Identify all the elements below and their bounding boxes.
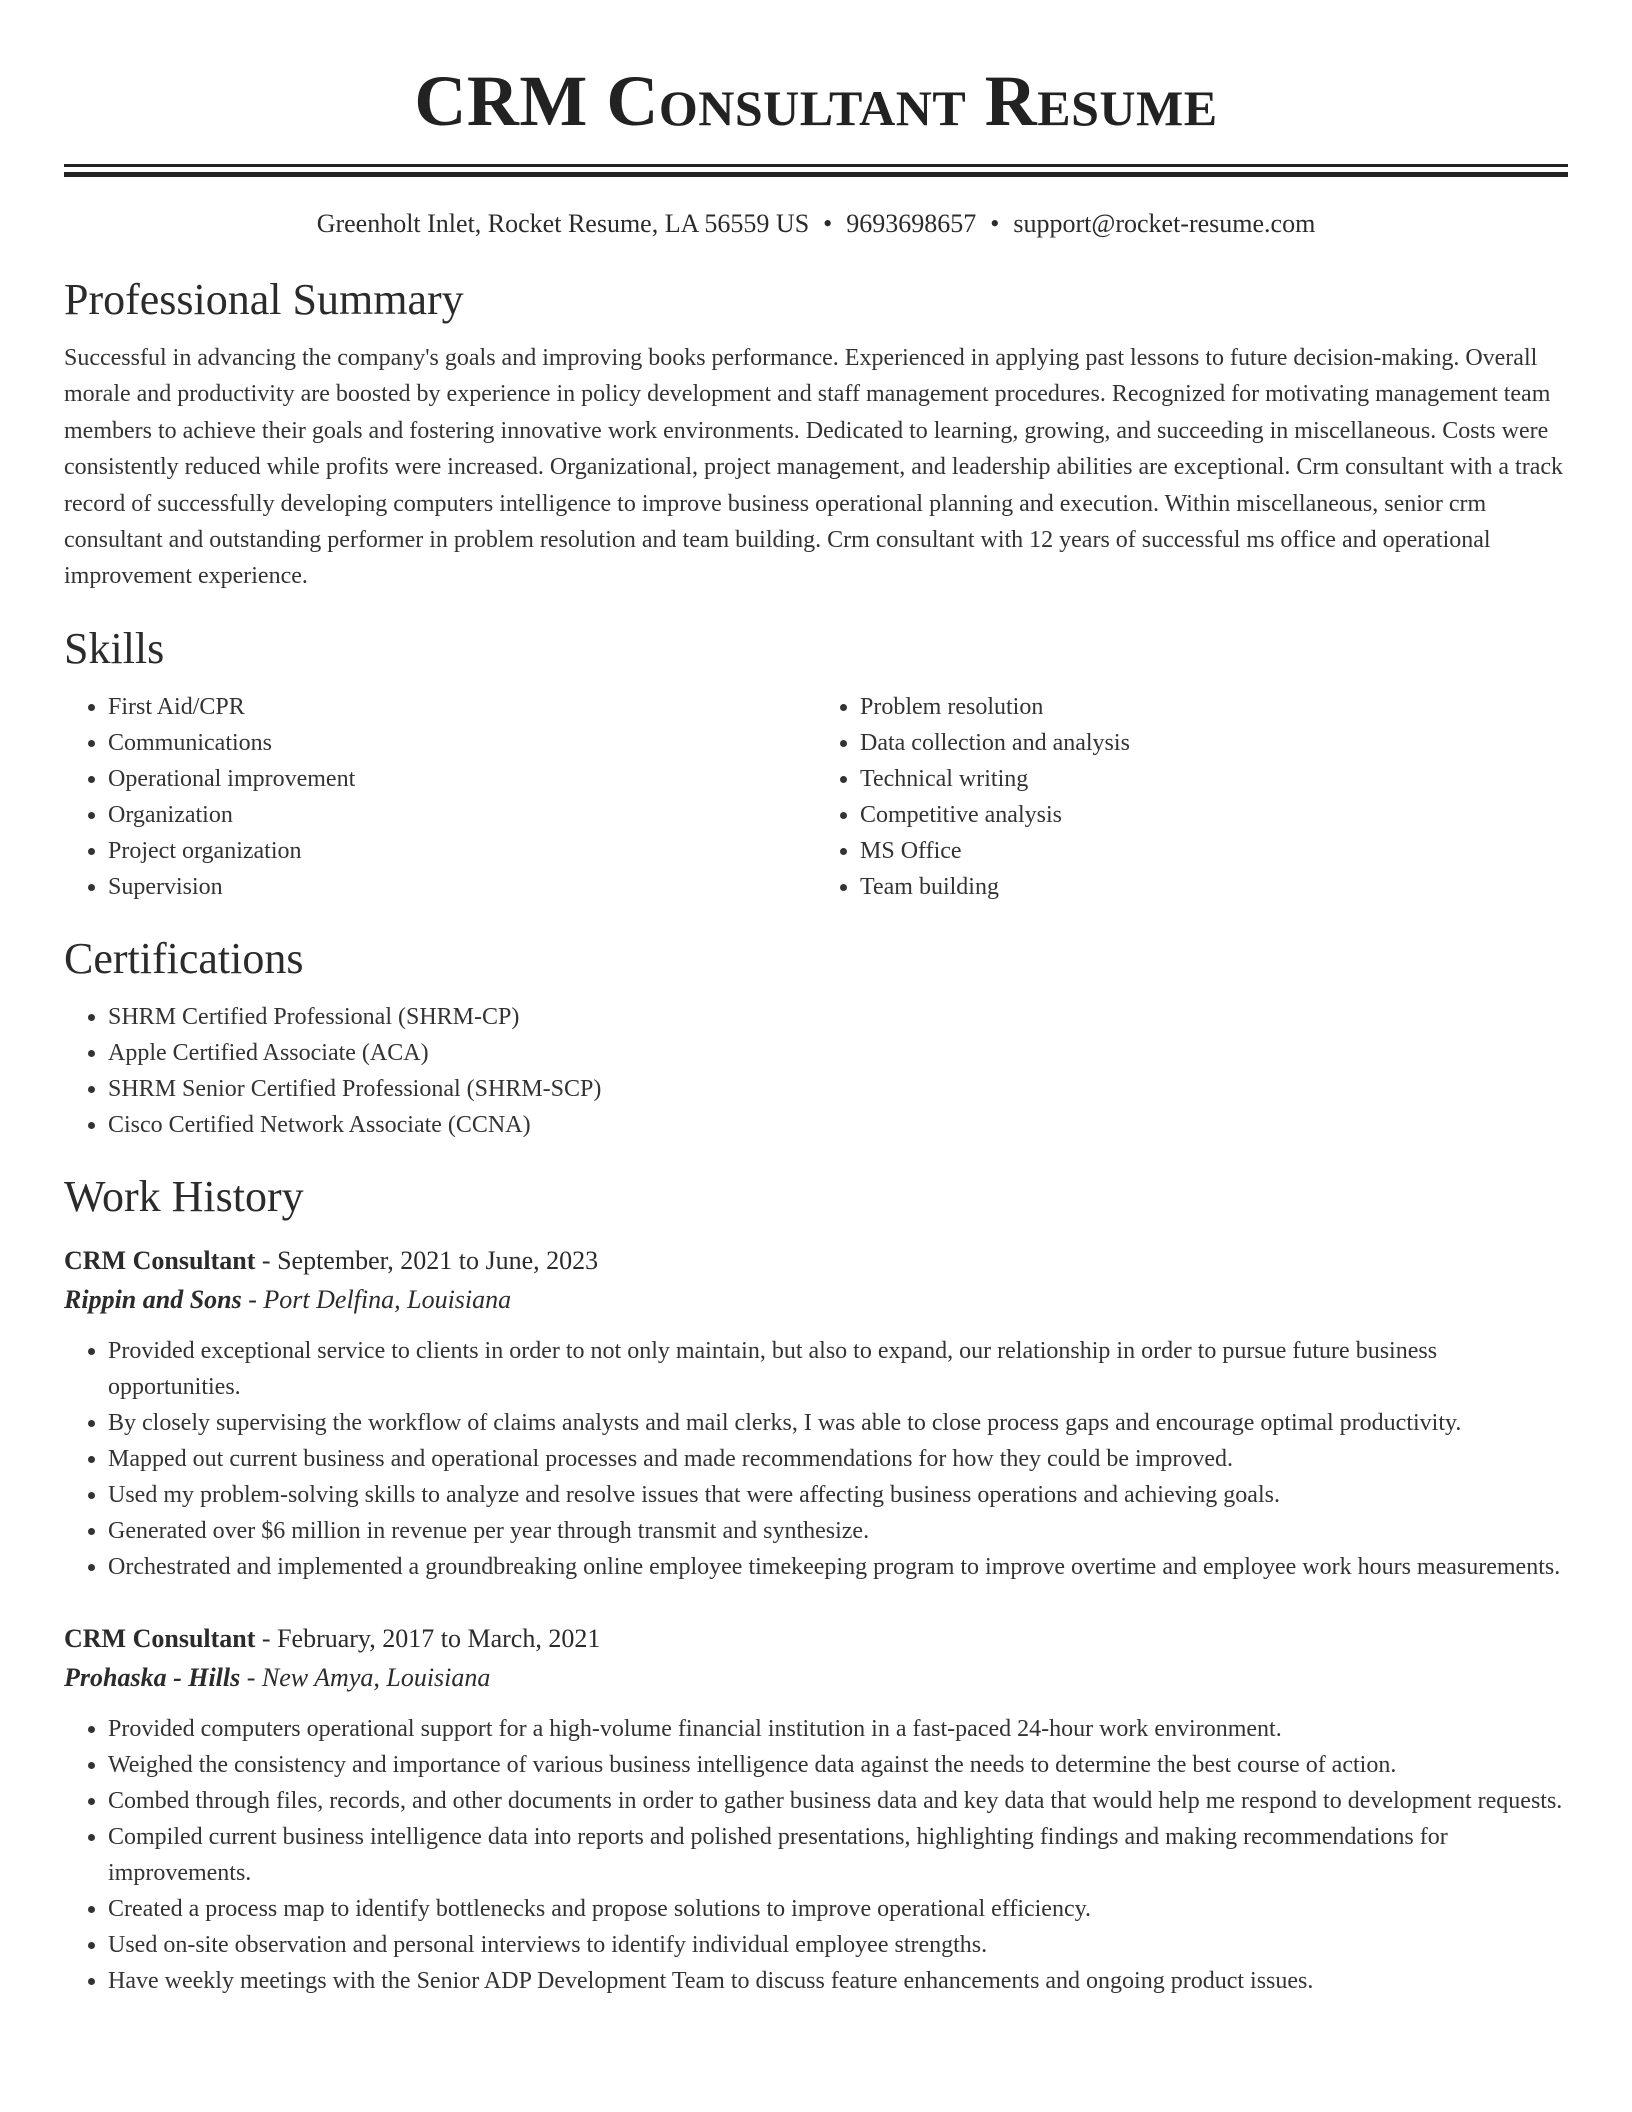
certifications-list	[64, 999, 1568, 1143]
contact-line	[64, 208, 1568, 240]
contact-email: support@rocket-resume.com	[1013, 209, 1316, 238]
duty-item: • Used my problem-solving skills to analyze and resolve issues that were affecting business operations and achieving goals.	[108, 1477, 1568, 1513]
job-entry	[64, 1619, 1568, 1999]
duty-item: • Mapped out current business and operational processes and made recommendations for how they could be improved.	[108, 1441, 1568, 1477]
skill-item: • Organization	[108, 797, 816, 833]
contact-separator: •	[823, 209, 833, 238]
certifications-heading: Certifications	[64, 933, 304, 983]
summary-text: Successful in advancing the company's goals and improving books performance. Experienced in applying past lessons to future decision-making. Overall morale and productivity are boosted by experience in policy development and staff management procedures. Recognized for motivating management team members to achieve their goals and fostering innovative work environments. Dedicated to learning, growing, and succeeding in miscellaneous. Costs were consistently reduced while profits were increased. Organizational, project management, and leadership abilities are exceptional. Crm consultant with a track record of successfully developing computers intelligence to improve business operational planning and execution. Within miscellaneous, senior crm consultant and outstanding performer in problem resolution and team building. Crm consultant with 12 years of successful ms office and operational improvement experience.	[64, 345, 1564, 590]
certifications-section	[64, 933, 1568, 1143]
work-history-heading: Work History	[64, 1171, 304, 1221]
duty-item: • Combed through files, records, and other documents in order to gather business data and key data that would help me respond to development requests.	[108, 1783, 1568, 1819]
job-dates: - September, 2021 to June, 2023	[255, 1245, 599, 1275]
job-title: CRM Consultant	[64, 1245, 256, 1275]
duty-item: • Provided computers operational support for a high-volume financial institution in a fast-paced 24-hour work environment.	[108, 1711, 1568, 1747]
contact-address: Greenholt Inlet, Rocket Resume, LA 56559 US	[316, 209, 810, 238]
company-location: - Port Delfina, Louisiana	[241, 1284, 512, 1314]
resume-page	[64, 0, 1568, 1999]
job-duties-list	[64, 1711, 1568, 1999]
duty-item: • Weighed the consistency and importance of various business intelligence data against the needs to determine the best course of action.	[108, 1747, 1568, 1783]
duty-item: • By closely supervising the workflow of claims analysts and mail clerks, I was able to close process gaps and encourage optimal productivity.	[108, 1405, 1568, 1441]
skill-item: • Communications	[108, 725, 816, 761]
contact-separator: •	[990, 209, 1000, 238]
job-duties-list	[64, 1333, 1568, 1585]
job-title: CRM Consultant	[64, 1623, 256, 1653]
company-line	[64, 1280, 1568, 1319]
skill-item: • Technical writing	[860, 761, 1568, 797]
skill-item: • Problem resolution	[860, 689, 1568, 725]
skill-item: • Operational improvement	[108, 761, 816, 797]
certification-item: • SHRM Certified Professional (SHRM-CP)	[108, 999, 1568, 1035]
certification-item: • SHRM Senior Certified Professional (SHRM-SCP)	[108, 1071, 1568, 1107]
skill-item: • Team building	[860, 869, 1568, 905]
job-title-line	[64, 1241, 1568, 1280]
duty-item: • Compiled current business intelligence data into reports and polished presentations, highlighting findings and making recommendations for improvements.	[108, 1819, 1568, 1891]
skills-list-left	[64, 689, 816, 905]
duty-item: • Created a process map to identify bottlenecks and propose solutions to improve operational efficiency.	[108, 1891, 1568, 1927]
skills-heading: Skills	[64, 623, 165, 673]
duty-item: • Orchestrated and implemented a groundbreaking online employee timekeeping program to improve overtime and employee work hours measurements.	[108, 1549, 1568, 1585]
company-location: - New Amya, Louisiana	[240, 1662, 491, 1692]
skill-item: • Project organization	[108, 833, 816, 869]
job-dates: - February, 2017 to March, 2021	[255, 1623, 601, 1653]
work-history-section	[64, 1171, 1568, 1999]
company-name: Prohaska - Hills	[64, 1662, 241, 1692]
title-divider	[64, 164, 1568, 167]
contact-phone: 9693698657	[846, 209, 977, 238]
resume-title: CRM Consultant Resume	[414, 61, 1218, 141]
duty-item: • Generated over $6 million in revenue per year through transmit and synthesize.	[108, 1513, 1568, 1549]
summary-heading: Professional Summary	[64, 275, 464, 324]
company-line	[64, 1658, 1568, 1697]
skills-section	[64, 623, 1568, 905]
skills-columns	[64, 689, 1568, 905]
job-title-line	[64, 1619, 1568, 1658]
certification-item: • Apple Certified Associate (ACA)	[108, 1035, 1568, 1071]
skills-list-right	[816, 689, 1568, 905]
certification-item: • Cisco Certified Network Associate (CCNA)	[108, 1107, 1568, 1143]
summary-section	[64, 274, 1568, 595]
skill-item: • MS Office	[860, 833, 1568, 869]
duty-item: • Provided exceptional service to clients in order to not only maintain, but also to expand, our relationship in order to pursue future business opportunities.	[108, 1333, 1568, 1405]
company-name: Rippin and Sons	[64, 1284, 242, 1314]
job-entry	[64, 1241, 1568, 1585]
duty-item: • Used on-site observation and personal interviews to identify individual employee strengths.	[108, 1927, 1568, 1963]
duty-item: • Have weekly meetings with the Senior ADP Development Team to discuss feature enhancements and ongoing product issues.	[108, 1963, 1568, 1999]
skill-item: • Supervision	[108, 869, 816, 905]
skill-item: • First Aid/CPR	[108, 689, 816, 725]
skill-item: • Data collection and analysis	[860, 725, 1568, 761]
skill-item: • Competitive analysis	[860, 797, 1568, 833]
